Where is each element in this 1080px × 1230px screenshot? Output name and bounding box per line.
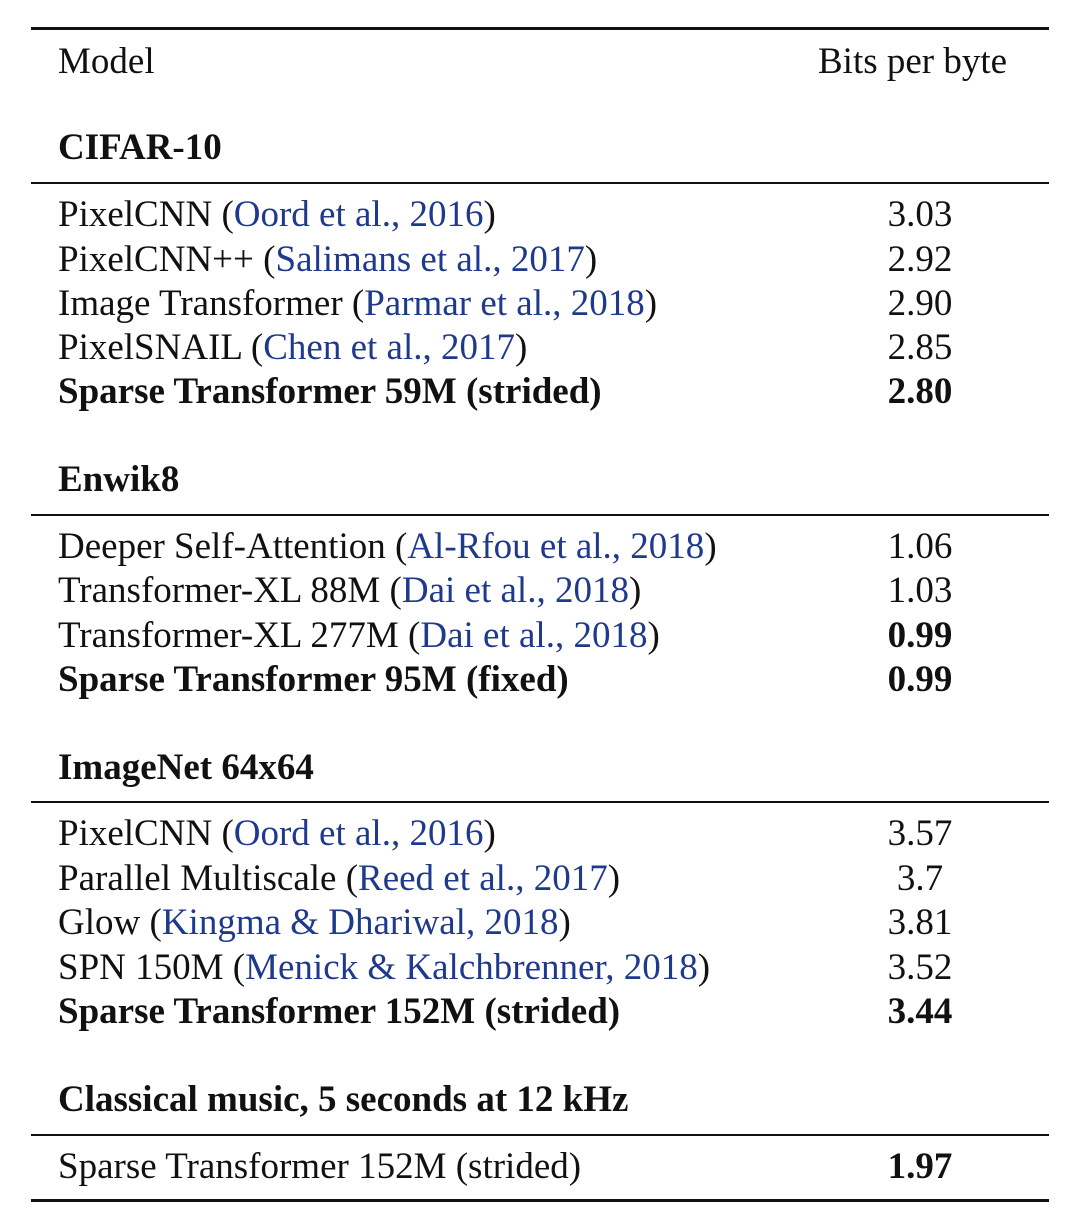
top-rule xyxy=(31,27,1049,30)
model-name: Sparse Transformer 95M (fixed) xyxy=(58,659,569,700)
column-header-metric: Bits per byte xyxy=(818,41,1008,82)
table-row-model: PixelCNN++ (Salimans et al., 2017) xyxy=(58,239,598,280)
table-row-model: SPN 150M (Menick & Kalchbrenner, 2018) xyxy=(58,947,711,988)
table-row-model: Transformer-XL 277M (Dai et al., 2018) xyxy=(58,615,660,656)
table-row-model: Parallel Multiscale (Reed et al., 2017) xyxy=(58,858,621,899)
citation-link[interactable]: Menick & Kalchbrenner, 2018 xyxy=(245,947,698,988)
table-row-value: 1.03 xyxy=(887,570,953,611)
model-name: PixelCNN xyxy=(58,813,213,854)
table-row-model xyxy=(58,1145,581,1189)
section-rule xyxy=(31,801,1049,803)
citation-link[interactable]: Chen et al., 2017 xyxy=(263,327,515,368)
table-row-model: Transformer-XL 88M (Dai et al., 2018) xyxy=(58,570,642,611)
citation-link[interactable]: Dai et al., 2018 xyxy=(401,570,629,611)
table-row-model: Glow (Kingma & Dhariwal, 2018) xyxy=(58,902,571,943)
citation-link[interactable]: Reed et al., 2017 xyxy=(358,858,608,899)
citation-link[interactable]: Dai et al., 2018 xyxy=(420,615,648,656)
table-row-value: 1.97 xyxy=(887,1146,953,1187)
table-row-value: 2.80 xyxy=(887,371,953,412)
model-name: Glow xyxy=(58,902,141,943)
citation-link[interactable]: Kingma & Dhariwal, 2018 xyxy=(161,902,559,943)
table-row-value: 3.03 xyxy=(887,194,953,235)
model-name: PixelSNAIL xyxy=(58,327,242,368)
model-name: PixelCNN xyxy=(58,194,213,235)
citation-link[interactable]: Al-Rfou et al., 2018 xyxy=(407,526,705,567)
model-name: Sparse Transformer 59M (strided) xyxy=(58,371,602,412)
section-title: ImageNet 64x64 xyxy=(58,747,314,788)
table-row-value: 2.90 xyxy=(887,283,953,324)
model-name: Transformer-XL 277M xyxy=(58,615,399,656)
section-rule xyxy=(31,1134,1049,1136)
citation-link[interactable]: Oord et al., 2016 xyxy=(233,194,484,235)
table-row-value: 2.85 xyxy=(887,327,953,368)
section-rule xyxy=(31,514,1049,516)
model-name: PixelCNN++ xyxy=(58,239,254,280)
table-row-model xyxy=(58,370,602,414)
model-name: Image Transformer xyxy=(58,283,343,324)
section-rule xyxy=(31,182,1049,184)
table-row-value: 1.06 xyxy=(887,526,953,567)
table-row-value: 3.57 xyxy=(887,813,953,854)
table-row-model: PixelCNN (Oord et al., 2016) xyxy=(58,813,496,854)
table-row-model: Image Transformer (Parmar et al., 2018) xyxy=(58,283,658,324)
table-row-model xyxy=(58,658,569,702)
table-row-model: PixelSNAIL (Chen et al., 2017) xyxy=(58,327,528,368)
table-row-model: PixelCNN (Oord et al., 2016) xyxy=(58,194,496,235)
citation-link[interactable]: Salimans et al., 2017 xyxy=(275,239,585,280)
table-row-value: 3.7 xyxy=(896,858,944,899)
citation-link[interactable]: Oord et al., 2016 xyxy=(233,813,484,854)
section-title: Enwik8 xyxy=(58,459,180,500)
table-row-value: 3.44 xyxy=(887,991,953,1032)
model-name: Sparse Transformer 152M (strided) xyxy=(58,991,621,1032)
model-name: Deeper Self-Attention xyxy=(58,526,386,567)
section-title: Classical music, 5 seconds at 12 kHz xyxy=(58,1079,629,1120)
table-row-value: 3.81 xyxy=(887,902,953,943)
column-header-model: Model xyxy=(58,41,155,82)
table-row-value: 0.99 xyxy=(887,659,953,700)
model-name: Parallel Multiscale xyxy=(58,858,337,899)
model-name: Transformer-XL 88M xyxy=(58,570,381,611)
citation-link[interactable]: Parmar et al., 2018 xyxy=(364,283,645,324)
bottom-rule xyxy=(31,1199,1049,1202)
model-name: SPN 150M xyxy=(58,947,224,988)
section-title: CIFAR-10 xyxy=(58,127,222,168)
table-row-value: 2.92 xyxy=(887,239,953,280)
model-name: Sparse Transformer 152M (strided) xyxy=(58,1146,582,1187)
table-row-value: 0.99 xyxy=(887,615,953,656)
table-row-value: 3.52 xyxy=(887,947,953,988)
table-row-model xyxy=(58,990,620,1034)
table-row-model: Deeper Self-Attention (Al-Rfou et al., 2018) xyxy=(58,526,717,567)
